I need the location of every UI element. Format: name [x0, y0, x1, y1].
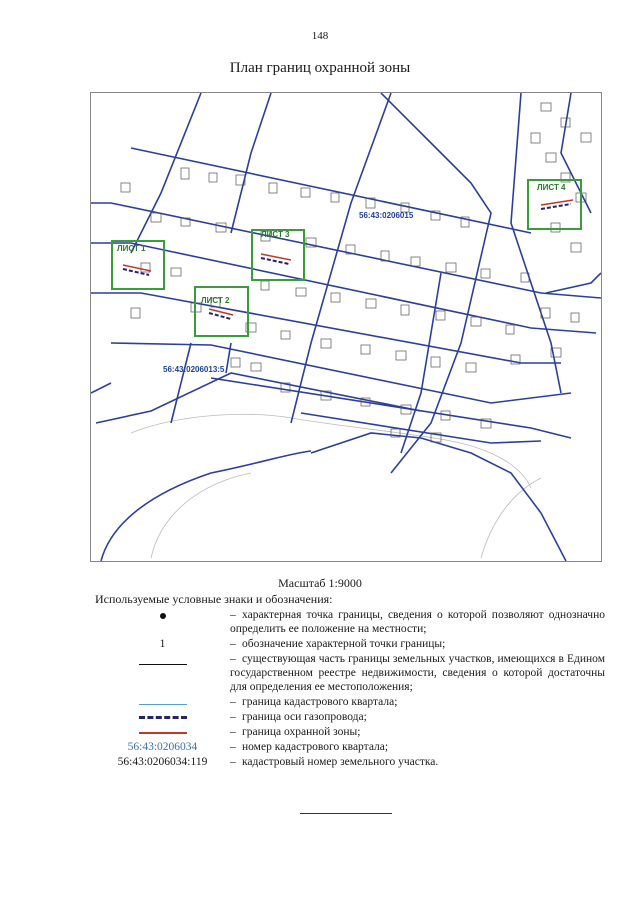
legend-dash: –: [230, 756, 236, 768]
gas-pipeline-line-icon: [139, 716, 187, 719]
sheet-1-label: ЛИСТ 1: [117, 244, 146, 253]
map-scale: Масштаб 1:9000: [278, 576, 362, 590]
legend-text: существующая часть границы земельных участков, имеющихся в Едином государственном реестре недвижимости, сведения о которой достаточны для определения ее местоположения;: [230, 653, 605, 693]
quarter-number-symbol: 56:43:0206034: [127, 741, 198, 753]
legend-text: кадастровый номер земельного участка.: [242, 756, 439, 768]
legend-dash: –: [230, 609, 236, 621]
legend-row: [95, 652, 605, 694]
legend-row: [95, 740, 605, 754]
legend-title: Используемые условные знаки и обозначения:: [95, 592, 333, 606]
legend-text: граница оси газопровода;: [242, 711, 367, 723]
legend-row: [95, 725, 605, 739]
page-title: План границ охранной зоны: [229, 60, 411, 76]
legend-row: [95, 755, 605, 769]
point-number-symbol: 1: [159, 638, 166, 650]
legend-row: [95, 637, 605, 651]
legend-dash: –: [230, 726, 236, 738]
boundary-point-icon: [160, 613, 166, 619]
legend-dash: –: [230, 741, 236, 753]
quarter-label-1: 56:43:0206015: [359, 211, 414, 220]
footer-divider: [300, 813, 392, 814]
protection-zone-map: [90, 92, 602, 562]
pipeline-marks: [123, 200, 573, 319]
legend-text: граница охранной зоны;: [242, 726, 361, 738]
parcel-boundary-line-icon: [139, 664, 187, 665]
legend-text: граница кадастрового квартала;: [242, 696, 398, 708]
quarter-boundaries: [91, 93, 601, 561]
legend-dash: –: [230, 711, 236, 723]
page-number: 148: [311, 30, 329, 42]
legend-text: номер кадастрового квартала;: [242, 741, 389, 753]
legend-text: обозначение характерной точки границы;: [242, 638, 446, 650]
sheet-frames: [112, 180, 581, 336]
legend-row: [95, 710, 605, 724]
legend-dash: –: [230, 696, 236, 708]
sheet-4-label: ЛИСТ 4: [537, 183, 566, 192]
quarter-label-2: 56:43:0206013:5: [163, 365, 225, 374]
parcel-number-symbol: 56:43:0206034:119: [117, 756, 208, 768]
map-drawing: [91, 93, 601, 561]
quarter-boundary-line-icon: [139, 704, 187, 705]
legend: [95, 608, 605, 770]
protection-zone-line-icon: [139, 732, 187, 734]
sheet-3-label: ЛИСТ 3: [261, 230, 290, 239]
legend-dash: –: [230, 653, 236, 665]
legend-dash: –: [230, 638, 236, 650]
legend-row: [95, 608, 605, 636]
terrain-outlines: [131, 414, 541, 558]
legend-row: [95, 695, 605, 709]
sheet-2-label: ЛИСТ 2: [201, 296, 230, 305]
legend-text: характерная точка границы, сведения о которой позволяют однозначно определить ее положение на местности;: [230, 609, 605, 635]
